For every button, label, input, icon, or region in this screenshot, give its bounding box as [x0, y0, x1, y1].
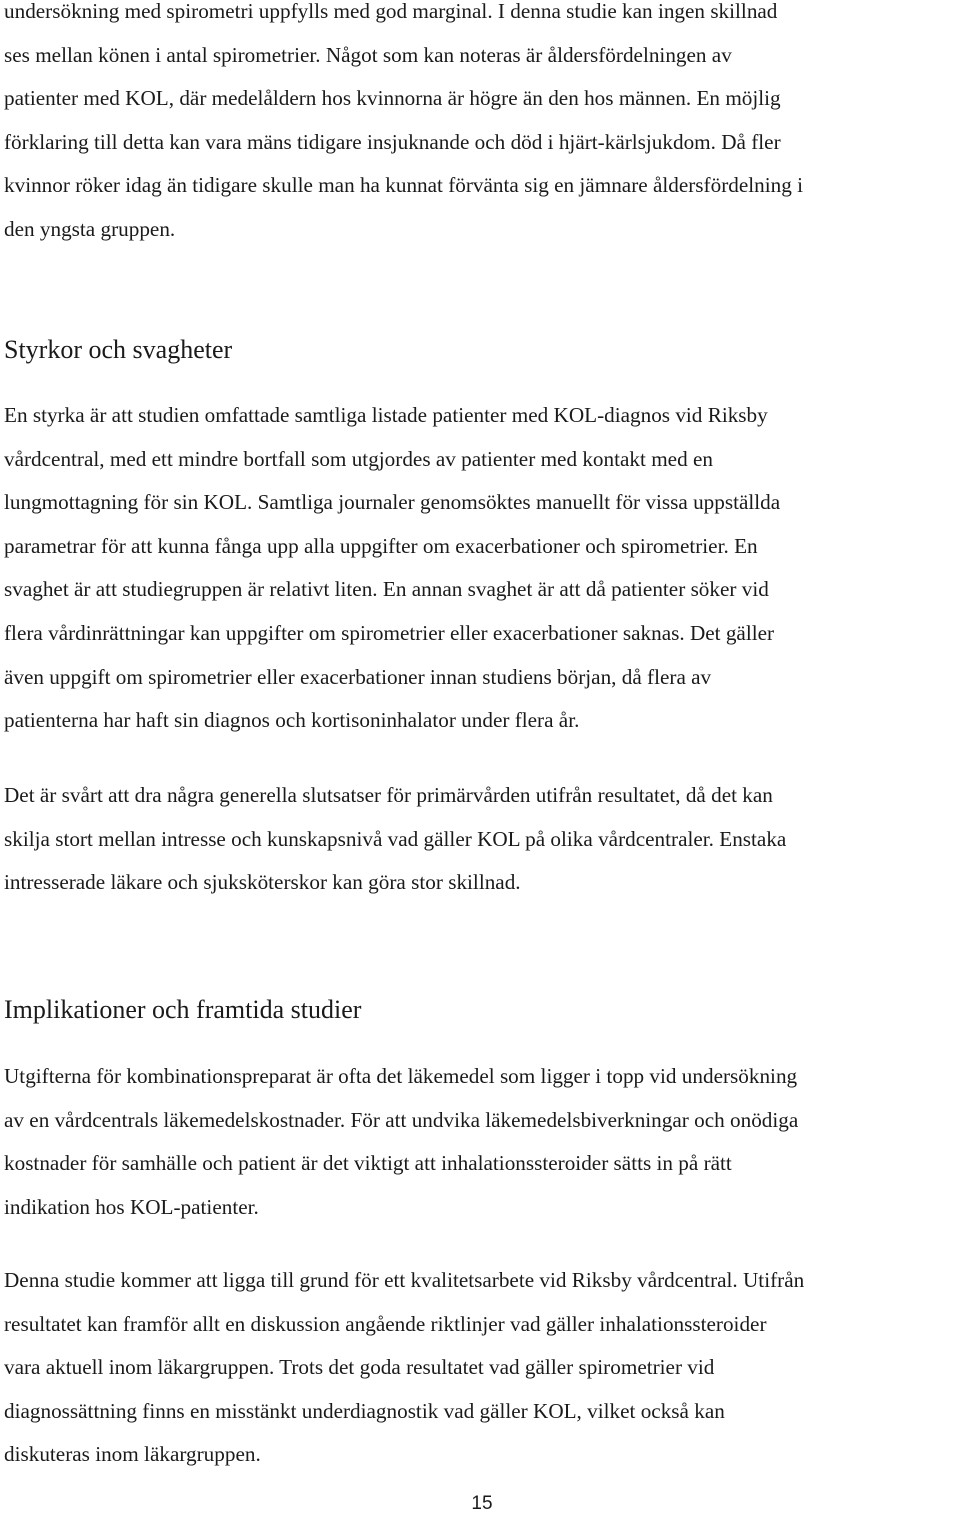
- text-line: diskuteras inom läkargruppen.: [4, 1442, 261, 1467]
- text-line: lungmottagning för sin KOL. Samtliga journaler genomsöktes manuellt för vissa uppställda: [4, 490, 781, 515]
- text-line: kvinnor röker idag än tidigare skulle man ha kunnat förvänta sig en jämnare åldersfördelning i: [4, 173, 803, 198]
- page-number: 15: [471, 1493, 493, 1514]
- text-line: patienter med KOL, där medelåldern hos kvinnorna är högre än den hos männen. En möjlig: [4, 86, 781, 111]
- text-line: vårdcentral, med ett mindre bortfall som utgjordes av patienter med kontakt med en: [4, 446, 713, 471]
- text-line: vara aktuell inom läkargruppen. Trots det goda resultatet vad gäller spirometrier vid: [4, 1355, 715, 1380]
- text-line: Utgifterna för kombinationspreparat är ofta det läkemedel som ligger i topp vid undersökning: [4, 1064, 798, 1088]
- strengths-paragraph-2: [4, 774, 960, 905]
- text-line: resultatet kan framför allt en diskussion angående riktlinjer vad gäller inhalationssteroider: [4, 1311, 767, 1336]
- text-line: undersökning med spirometri uppfylls med god marginal. I denna studie kan ingen skillnad: [4, 0, 778, 23]
- intro-paragraph: [4, 0, 960, 252]
- text-line: ses mellan könen i antal spirometrier. Något som kan noteras är åldersfördelningen av: [4, 42, 732, 67]
- text-line: diagnossättning finns en misstänkt underdiagnostik vad gäller KOL, vilket också kan: [4, 1398, 725, 1423]
- strengths-paragraph-1: [4, 394, 960, 743]
- text-line: av en vårdcentrals läkemedelskostnader. För att undvika läkemedelsbiverkningar och onödiga: [4, 1107, 799, 1132]
- text-line: indikation hos KOL-patienter.: [4, 1194, 259, 1219]
- text-line: En styrka är att studien omfattade samtliga listade patienter med KOL-diagnos vid Riksby: [4, 403, 768, 427]
- text-line: även uppgift om spirometrier eller exacerbationer innan studiens början, då flera av: [4, 664, 712, 689]
- text-line: den yngsta gruppen.: [4, 216, 176, 241]
- text-line: patienterna har haft sin diagnos och kortisoninhalator under flera år.: [4, 708, 580, 733]
- text-line: skilja stort mellan intresse och kunskapsnivå vad gäller KOL på olika vårdcentraler. Enstaka: [4, 826, 787, 851]
- section-heading-implications: Implikationer och framtida studier: [4, 995, 362, 1024]
- text-line: Det är svårt att dra några generella slutsatser för primärvården utifrån resultatet, då det kan: [4, 783, 773, 807]
- text-line: förklaring till detta kan vara mäns tidigare insjuknande och död i hjärt-kärlsjukdom. Då fler: [4, 129, 781, 154]
- text-line: intresserade läkare och sjuksköterskor kan göra stor skillnad.: [4, 870, 521, 895]
- text-line: Denna studie kommer att ligga till grund för ett kvalitetsarbete vid Riksby vårdcentral. Utifrån: [4, 1268, 805, 1292]
- implications-paragraph-1: [4, 1055, 960, 1229]
- implications-paragraph-2: [4, 1259, 960, 1477]
- text-line: svaghet är att studiegruppen är relativt liten. En annan svaghet är att då patienter söker vid: [4, 577, 769, 602]
- section-heading-strengths: Styrkor och svagheter: [4, 335, 233, 364]
- text-line: parametrar för att kunna fånga upp alla uppgifter om exacerbationer och spirometrier. En: [4, 533, 758, 558]
- text-line: flera vårdinrättningar kan uppgifter om spirometrier eller exacerbationer saknas. Det gäller: [4, 620, 775, 645]
- text-line: kostnader för samhälle och patient är det viktigt att inhalationssteroider sätts in på rätt: [4, 1151, 732, 1176]
